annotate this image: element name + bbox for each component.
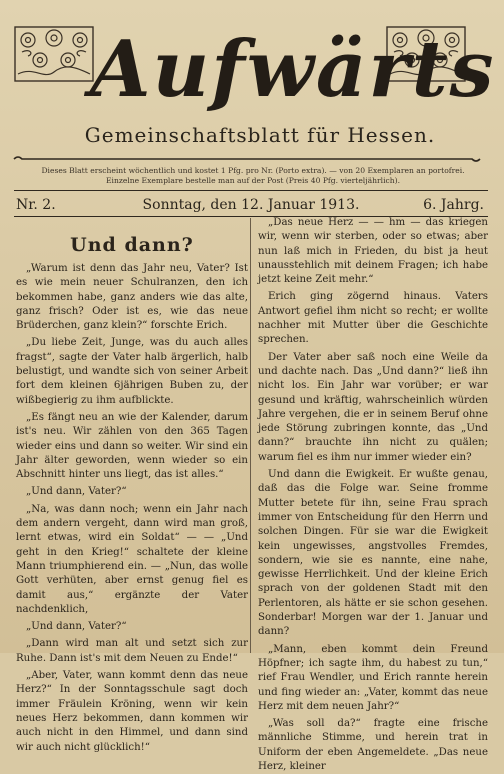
subscription-notice: Dieses Blatt erscheint wöchentlich und kostet 1 Pfg. pro Nr. (Porto extra). — von 20 Exemplaren an portofrei. bbox=[41, 166, 465, 175]
issue-number: Nr. 2. bbox=[16, 197, 56, 213]
dateline bbox=[14, 195, 488, 215]
article-column-right bbox=[258, 216, 488, 772]
article-paragraph: „Das neue Herz — — hm — das kriegen wir, wenn wir sterben, oder so etwas; aber nun laß mich in Frieden, du bist ja heut unausstehlich mit deinem Fragen; ich habe jetzt keine Zeit mehr.“ bbox=[258, 217, 488, 286]
masthead-rule bbox=[12, 155, 482, 163]
article-paragraph: Erich ging zögernd hinaus. Vaters Antwort gefiel ihm nicht so recht; er wollte nachher mit Mutter über die Geschichte sprechen. bbox=[258, 291, 488, 346]
article-paragraph: „Dann wird man alt und setzt sich zur Ruhe. Dann ist's mit dem Neuen zu Ende!“ bbox=[16, 638, 248, 664]
article-column-left bbox=[16, 218, 248, 753]
article-paragraph: „Warum ist denn das Jahr neu, Vater? Ist es wie mein neuer Schulranzen, den ich bekommen habe, ganz anders wie das alte, ganz frisch? Oder ist es, wie das neue Brüderchen, ganz klein?“ forschte Erich. bbox=[16, 263, 248, 332]
article-paragraph: „Aber, Vater, wann kommt denn das neue Herz?“ In der Sonntagsschule sagt doch immer Fräulein Kröning, wenn wir kein neues Herz bekommen, dann kommen wir auch nicht in den Himmel, und dann sind wir auch nicht glücklich!“ bbox=[16, 670, 248, 753]
newspaper-subtitle: Gemeinschaftsblatt für Hessen. bbox=[84, 123, 436, 147]
volume-number: 6. Jahrg. bbox=[423, 197, 484, 213]
article-paragraph: Und dann die Ewigkeit. Er wußte genau, daß das die Folge war. Seine fromme Mutter betete für ihn, seine Frau sprach immer von Entscheidung für den Herrn und solchen Dingen. Für sie war die Ewigkeit kein ungewisses, angstvolles Fremdes, sondern, wie sie es nannte, eine nahe, gewisse Herrlichkeit. Und der kleine Erich sprach von der goldenen Stadt mit den Perlentoren, als hätte er sie schon gesehen. Sonderbar! Morgen war der 1. Januar und dann? bbox=[258, 469, 488, 638]
article-paragraph: „Und dann, Vater?“ bbox=[26, 621, 127, 633]
masthead bbox=[0, 0, 504, 170]
article-paragraph: „Es fängt neu an wie der Kalender, darum ist's neu. Wir zählen von den 365 Tagen wieder eins und dann so weiter. Wir sind ein Jahr älter geworden, wenn wieder so ein Abschnitt hinter uns liegt, das ist alles.“ bbox=[16, 411, 248, 481]
column-divider bbox=[250, 218, 251, 653]
dateline-rule-top bbox=[14, 190, 488, 191]
article-paragraph: „Und dann, Vater?“ bbox=[26, 486, 127, 498]
floral-ornament-icon bbox=[14, 26, 94, 82]
article-paragraph: „Na, was dann noch; wenn ein Jahr nach dem andern vergeht, dann wird man groß, lernt etwas, wird ein Soldat“ — — „Und geht in den Krieg!“ schaltete der kleine Mann triumphierend ein. — „Nun, das wolle Gott verhüten, aber ernst genug fiel es damit aus,“ ergänzte der Vater nachdenklich, bbox=[16, 503, 248, 615]
issue-date: Sonntag, den 12. Januar 1913. bbox=[142, 197, 360, 213]
order-notice: Einzelne Exemplare bestelle man auf der Post (Preis 40 Pfg. vierteljährlich). bbox=[105, 176, 401, 185]
article-heading: Und dann? bbox=[70, 234, 194, 256]
newspaper-title: Aufwärts bbox=[90, 24, 496, 115]
article-paragraph: Der Vater aber saß noch eine Weile da und dachte nach. Das „Und dann?“ ließ ihn nicht los. Ein Jahr war vorüber; er war gesund und kräftig, wahrscheinlich würden Jahre vergehen, die er in seinem Beruf ohne jede Störung zubringen konnte, das „Und dann?“ brauchte ihn nicht zu quälen; warum fiel es ihm nur immer wieder ein? bbox=[258, 351, 488, 463]
article-paragraph: „Mann, eben kommt dein Freund Höpfner; ich sagte ihm, du habest zu tun,“ rief Frau Wendler, und Erich rannte herein und fing wieder an: „Vater, kommt das neue Herz mit dem neuen Jahr?“ bbox=[258, 643, 488, 712]
article-paragraph: „Du liebe Zeit, Junge, was du auch alles fragst“, sagte der Vater halb ärgerlich, halb belustigt, und wandte sich von seiner Arbeit fort dem kleinen 6jährigen Buben zu, der wißbegierig zu ihm aufblickte. bbox=[16, 337, 248, 406]
article-paragraph: „Was soll da?“ fragte eine frische männliche Stimme, und herein trat in Uniform der eben Angemeldete. „Das neue Herz, kleiner bbox=[258, 718, 488, 772]
